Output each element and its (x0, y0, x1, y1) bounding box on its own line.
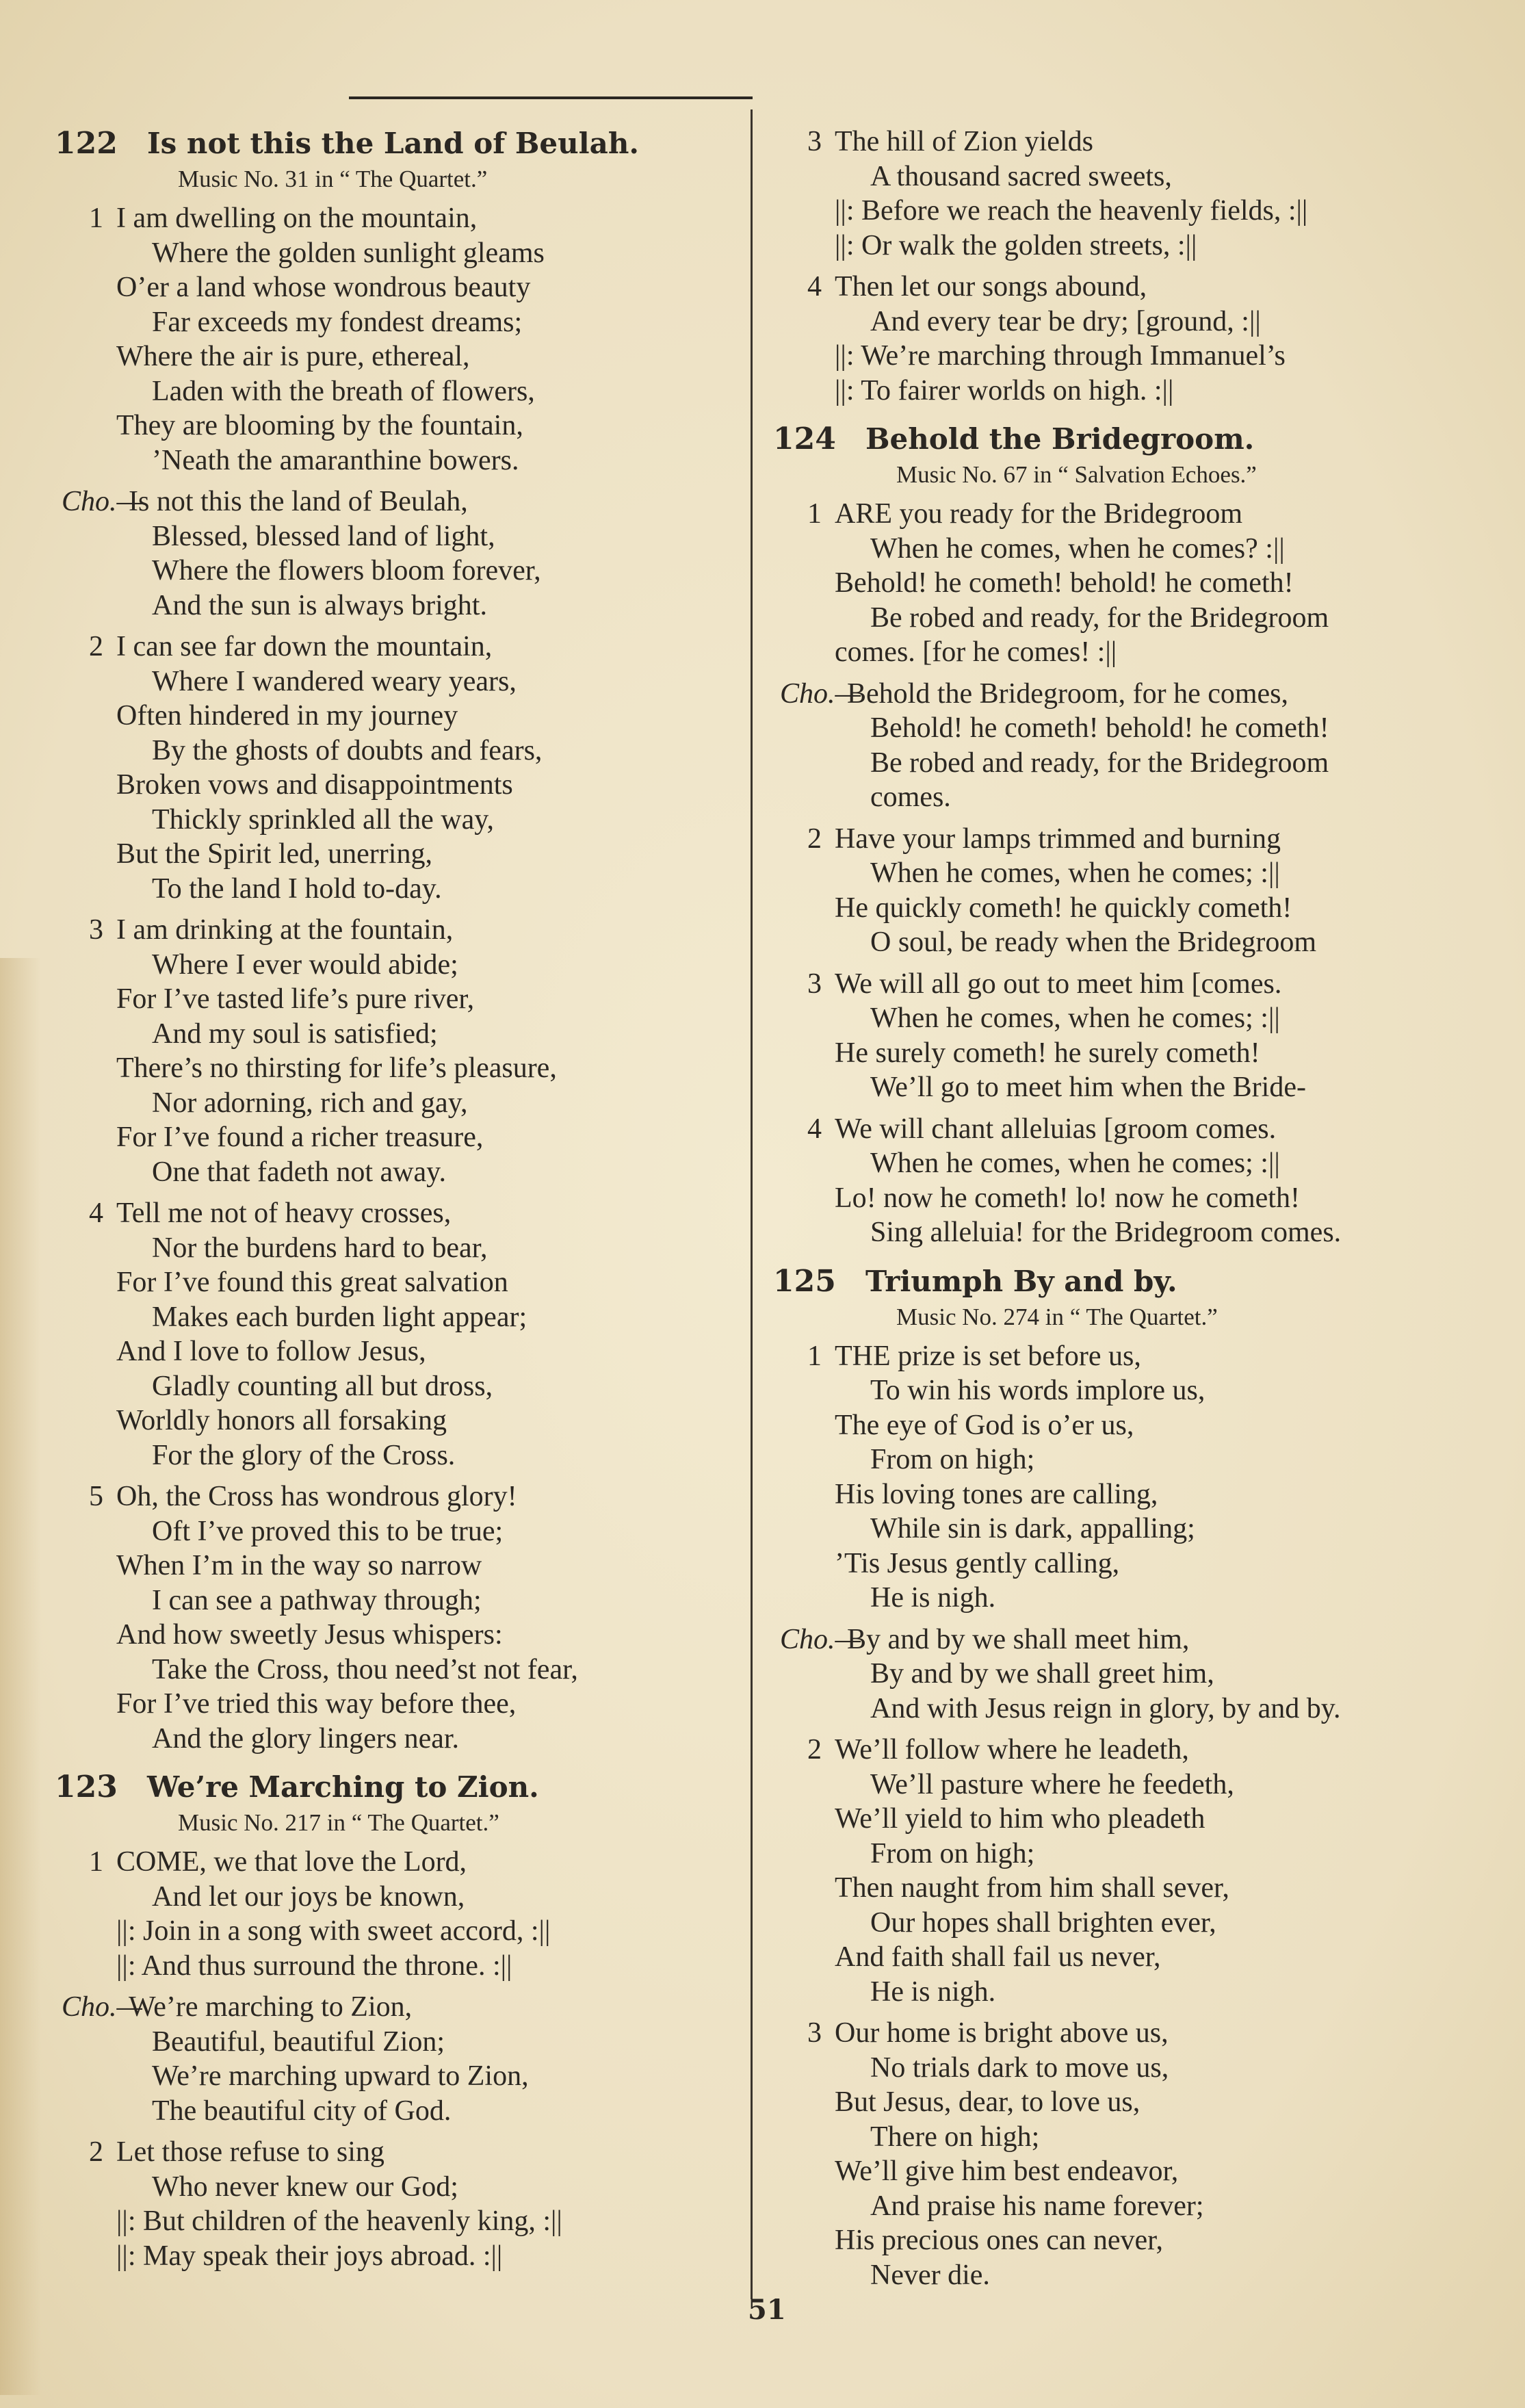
lyric-line: Tell me not of heavy crosses, (116, 1197, 452, 1229)
lyric-line: We’ll pasture where he feedeth, (870, 1768, 1234, 1800)
lyric-line: Makes each burden light appear; (152, 1301, 527, 1333)
hymn-header (773, 419, 1464, 460)
hymn-number: 123 (55, 1770, 118, 1804)
verse (773, 1112, 1464, 1250)
lyric-line: Broken vows and disappointments (116, 769, 513, 801)
lyric-line: THE prize is set before us, (835, 1340, 1141, 1372)
lyric-line: And how sweetly Jesus whispers: (116, 1619, 503, 1650)
music-reference: Music No. 31 in “ The Quartet.” (178, 166, 488, 192)
lyric-line: Behold! he cometh! behold! he cometh! (870, 712, 1329, 744)
music-reference: Music No. 274 in “ The Quartet.” (896, 1303, 1218, 1330)
lyric-line: And I love to follow Jesus, (116, 1336, 426, 1367)
lyric-line: We’ll give him best endeavor, (835, 2155, 1179, 2187)
lyric-line: Far exceeds my fondest dreams; (152, 306, 523, 338)
lyric-line: ||: To fairer worlds on high. :|| (835, 374, 1174, 406)
lyric-line: Take the Cross, thou need’st not fear, (152, 1653, 578, 1685)
verse (773, 822, 1464, 960)
lyric-line: We will chant alleluias [groom comes. (835, 1113, 1277, 1145)
lyric-line: They are blooming by the fountain, (116, 410, 523, 441)
lyric-line: Who never knew our God; (152, 2171, 458, 2203)
chorus-label: Cho.— (62, 486, 142, 517)
lyric-line: We’ll follow where he leadeth, (835, 1734, 1189, 1765)
hymn-header (55, 123, 742, 164)
lyric-line: ||: Join in a song with sweet accord, :|| (116, 1915, 551, 1947)
verse-number: 4 (807, 1113, 822, 1145)
hymn-number: 124 (773, 422, 836, 456)
lyric-line: And every tear be dry; [ground, :|| (870, 305, 1261, 337)
hymn-continuation (773, 125, 1464, 408)
verse (773, 967, 1464, 1105)
verse-number: 1 (807, 1340, 822, 1372)
hymn-header (55, 1767, 742, 1808)
lyric-line: For I’ve found a richer treasure, (116, 1122, 484, 1153)
lyric-line: Have your lamps trimmed and burning (835, 823, 1281, 855)
lyric-line: Then naught from him shall sever, (835, 1872, 1229, 1904)
hymn (55, 1767, 742, 2273)
verse-number: 3 (807, 126, 822, 157)
lyric-line: Laden with the breath of flowers, (152, 375, 535, 407)
lyric-line: For I’ve found this great salvation (116, 1267, 508, 1298)
lyric-line: Be robed and ready, for the Bridegroom (870, 747, 1329, 779)
verse (55, 201, 742, 478)
lyric-line: comes. [for he comes! :|| (835, 636, 1117, 668)
lyric-line: Beautiful, beautiful Zion; (152, 2025, 445, 2058)
lyric-line: To win his words implore us, (870, 1375, 1205, 1406)
lyric-line: And the glory lingers near. (152, 1722, 460, 1755)
lyric-line: And faith shall fail us never, (835, 1941, 1161, 1973)
lyric-line: Our home is bright above us, (835, 2017, 1169, 2049)
verse (55, 1196, 742, 1473)
hymn (773, 419, 1464, 1250)
verse (55, 630, 742, 906)
lyric-line: Nor adorning, rich and gay, (152, 1087, 468, 1119)
lyric-line: Blessed, blessed land of light, (152, 520, 495, 552)
lyric-line: Lo! now he cometh! lo! now he cometh! (835, 1182, 1300, 1214)
lyric-line: Our hopes shall brighten ever, (870, 1906, 1216, 1939)
lyric-line: comes. (870, 781, 951, 813)
verse-number: 4 (807, 271, 822, 302)
lyric-line: ||: Or walk the golden streets, :|| (835, 229, 1197, 261)
lyric-line: When he comes, when he comes; :|| (870, 1148, 1280, 1179)
chorus (773, 1622, 1464, 1726)
chorus-label: Cho.— (780, 677, 861, 710)
verse-number: 5 (89, 1481, 103, 1512)
verse-number: 3 (807, 2017, 822, 2049)
lyric-line: A thousand sacred sweets, (870, 160, 1172, 192)
lyric-line: Behold! he cometh! behold! he cometh! (835, 567, 1294, 599)
lyric-line: And praise his name forever; (870, 2190, 1204, 2222)
lyric-line: ||: And thus surround the throne. :|| (116, 1950, 512, 1982)
verse-number: 2 (89, 631, 103, 662)
lyric-line: We’ll go to meet him when the Bride- (870, 1072, 1306, 1103)
verse (773, 1733, 1464, 2009)
lyric-line: The beautiful city of God. (152, 2095, 452, 2127)
verse-number: 4 (89, 1197, 103, 1229)
verse (55, 913, 742, 1189)
lyric-line: ||: We’re marching through Immanuel’s (835, 340, 1286, 372)
lyric-line: I am dwelling on the mountain, (116, 203, 478, 234)
lyric-line: His precious ones can never, (835, 2225, 1163, 2256)
lyric-line: Behold the Bridegroom, for he comes, (847, 677, 1289, 710)
lyric-line: COME, we that love the Lord, (116, 1846, 467, 1878)
top-rule (349, 96, 753, 99)
lyric-line: While sin is dark, appalling; (870, 1513, 1195, 1544)
music-reference: Music No. 217 in “ The Quartet.” (178, 1809, 499, 1836)
lyric-line: Worldly honors all forsaking (116, 1405, 447, 1436)
lyric-line: ||: Before we reach the heavenly fields, :|| (835, 195, 1308, 226)
lyric-line: We’re marching to Zion, (129, 1991, 413, 2023)
lyric-line: I am drinking at the fountain, (116, 914, 454, 946)
chorus (55, 484, 742, 623)
lyric-line: ||: But children of the heavenly king, :|| (116, 2205, 562, 2237)
lyric-line: Then let our songs abound, (835, 271, 1147, 302)
lyric-line: We’re marching upward to Zion, (152, 2060, 529, 2092)
lyric-line: Where the flowers bloom forever, (152, 555, 541, 586)
lyric-line: Gladly counting all but dross, (152, 1370, 493, 1402)
lyric-line: His loving tones are calling, (835, 1478, 1158, 1510)
lyric-line: Let those refuse to sing (116, 2136, 384, 2168)
lyric-line: ||: May speak their joys abroad. :|| (116, 2240, 503, 2272)
page-number: 51 (748, 2294, 786, 2326)
verse-number: 1 (89, 1846, 103, 1878)
lyric-line: For the glory of the Cross. (152, 1439, 456, 1471)
verse (773, 1339, 1464, 1616)
lyric-line: Where the air is pure, ethereal, (116, 341, 470, 372)
verse-number: 1 (807, 498, 822, 530)
chorus (55, 1990, 742, 2128)
lyric-line: Often hindered in my journey (116, 700, 458, 732)
lyric-line: I can see a pathway through; (152, 1584, 482, 1616)
lyric-line: By and by we shall meet him, (847, 1623, 1190, 1655)
lyric-line: O soul, be ready when the Bridegroom (870, 927, 1317, 958)
lyric-line: He is nigh. (870, 1976, 996, 2008)
lyric-line: O’er a land whose wondrous beauty (116, 272, 531, 303)
column-divider (751, 109, 753, 2299)
lyric-line: And the sun is always bright. (152, 589, 487, 621)
lyric-line: By and by we shall greet him, (870, 1658, 1214, 1690)
lyric-line: From on high; (870, 1444, 1035, 1475)
lyric-line: We’ll yield to him who pleadeth (835, 1803, 1205, 1835)
lyric-line: When he comes, when he comes; :|| (870, 1002, 1280, 1034)
lyric-line: ’Tis Jesus gently calling, (835, 1547, 1120, 1579)
lyric-line: But Jesus, dear, to love us, (835, 2086, 1141, 2118)
lyric-line: And with Jesus reign in glory, by and by. (870, 1692, 1341, 1724)
lyric-line: Where the golden sunlight gleams (152, 237, 545, 269)
hymn-title: Is not this the Land of Beulah. (147, 127, 639, 160)
verse-number: 2 (807, 823, 822, 855)
lyric-line: ’Neath the amaranthine bowers. (152, 444, 519, 476)
verse-number: 1 (89, 203, 103, 234)
verse-number: 3 (807, 968, 822, 1000)
lyric-line: But the Spirit led, unerring, (116, 838, 432, 870)
lyric-line: Is not this the land of Beulah, (129, 486, 468, 517)
lyric-line: Never die. (870, 2259, 990, 2291)
lyric-line: When he comes, when he comes; :|| (870, 857, 1280, 889)
music-reference: Music No. 67 in “ Salvation Echoes.” (896, 461, 1257, 488)
lyric-line: There on high; (870, 2121, 1040, 2153)
chorus (773, 677, 1464, 815)
lyric-line: One that fadeth not away. (152, 1156, 446, 1188)
lyric-line: He is nigh. (870, 1582, 996, 1614)
lyric-line: For I’ve tasted life’s pure river, (116, 983, 475, 1015)
lyric-line: No trials dark to move us, (870, 2051, 1169, 2084)
right-column (773, 118, 1464, 2303)
verse-number: 2 (89, 2136, 103, 2168)
verse (55, 1479, 742, 1756)
lyric-line: When I’m in the way so narrow (116, 1550, 482, 1581)
lyric-line: Oft I’ve proved this to be true; (152, 1515, 504, 1547)
lyric-line: From on high; (870, 1837, 1035, 1869)
hymn (773, 1261, 1464, 2293)
lyric-line: He quickly cometh! he quickly cometh! (835, 892, 1292, 924)
lyric-line: To the land I hold to-day. (152, 872, 442, 905)
lyric-line: Nor the burdens hard to bear, (152, 1232, 488, 1264)
verse (773, 497, 1464, 670)
lyric-line: When he comes, when he comes? :|| (870, 532, 1285, 565)
lyric-line: ARE you ready for the Bridegroom (835, 498, 1243, 530)
verse-number: 2 (807, 1734, 822, 1765)
lyric-line: Be robed and ready, for the Bridegroom (870, 601, 1329, 634)
hymn (55, 123, 742, 1756)
verse (773, 270, 1464, 408)
lyric-line: Where I ever would abide; (152, 948, 458, 981)
hymn-title: Triumph By and by. (865, 1264, 1177, 1298)
lyric-line: And my soul is satisfied; (152, 1018, 438, 1050)
lyric-line: Where I wandered weary years, (152, 665, 517, 697)
hymn-title: Behold the Bridegroom. (865, 422, 1255, 456)
hymn-number: 122 (55, 126, 118, 161)
lyric-line: And let our joys be known, (152, 1880, 465, 1913)
lyric-line: I can see far down the mountain, (116, 631, 493, 662)
verse (773, 125, 1464, 263)
verse (773, 2016, 1464, 2292)
chorus-label: Cho.— (62, 1991, 142, 2023)
hymn-number: 125 (773, 1263, 836, 1299)
chorus-label: Cho.— (780, 1623, 861, 1655)
verse (55, 1845, 742, 1983)
hymn-header (773, 1261, 1464, 1302)
lyric-line: The eye of God is o’er us, (835, 1409, 1134, 1441)
page-stain (0, 958, 41, 2395)
left-column (55, 118, 742, 2284)
lyric-line: Thickly sprinkled all the way, (152, 803, 494, 836)
lyric-line: By the ghosts of doubts and fears, (152, 734, 543, 766)
verse (55, 2135, 742, 2273)
lyric-line: For I’ve tried this way before thee, (116, 1688, 517, 1720)
lyric-line: We will all go out to meet him [comes. (835, 968, 1282, 1000)
lyric-line: The hill of Zion yields (835, 126, 1093, 157)
hymn-title: We’re Marching to Zion. (147, 1770, 539, 1804)
lyric-line: He surely cometh! he surely cometh! (835, 1037, 1260, 1069)
verse-number: 3 (89, 914, 103, 946)
lyric-line: Sing alleluia! for the Bridegroom comes. (870, 1217, 1342, 1248)
lyric-line: There’s no thirsting for life’s pleasure, (116, 1052, 557, 1084)
lyric-line: Oh, the Cross has wondrous glory! (116, 1481, 517, 1512)
